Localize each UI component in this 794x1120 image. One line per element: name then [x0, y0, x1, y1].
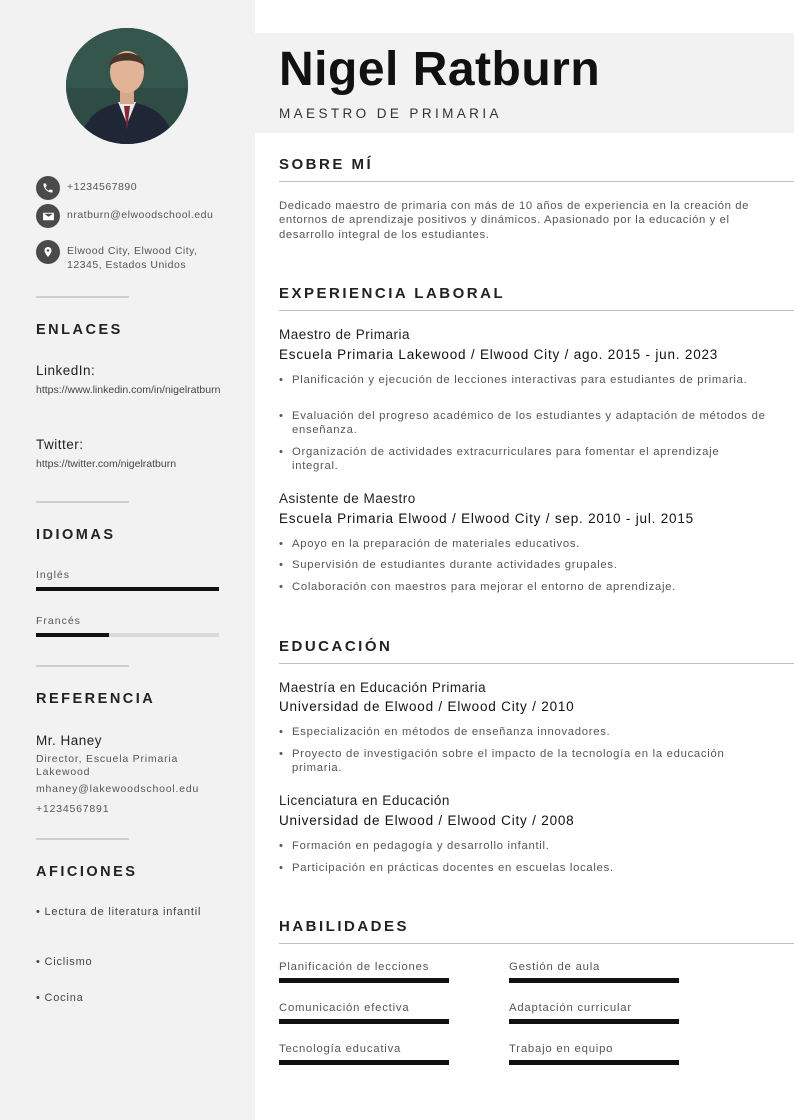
- language-level-fill: [36, 587, 219, 591]
- contact-address: [36, 240, 221, 272]
- skill-name: Planificación de lecciones: [279, 961, 430, 973]
- twitter-link[interactable]: https://twitter.com/nigelratburn: [36, 458, 177, 470]
- skill-level-bar: [509, 1060, 679, 1065]
- location-pin-icon: [36, 240, 60, 264]
- job-bullet: • Planificación y ejecución de lecciones interactivas para estudiantes de primaria.: [279, 373, 769, 387]
- divider: [36, 838, 129, 840]
- skill-level-bar: [279, 1019, 449, 1024]
- job-bullet: • Evaluación del progreso académico de los estudiantes y adaptación de métodos de enseñanza.: [279, 409, 769, 437]
- language-name: Inglés: [36, 569, 71, 581]
- profile-photo: [66, 28, 188, 144]
- hobby-item: • Ciclismo: [36, 956, 93, 968]
- linkedin-link[interactable]: https://www.linkedin.com/in/nigelratburn: [36, 384, 221, 396]
- contact-email: [36, 204, 221, 228]
- skill-level-bar: [509, 1019, 679, 1024]
- degree-title: Licenciatura en Educación: [279, 793, 450, 808]
- skill-name: Trabajo en equipo: [509, 1043, 614, 1055]
- reference-phone: +1234567891: [36, 803, 110, 815]
- address-text: Elwood City, Elwood City, 12345, Estados Unidos: [67, 245, 198, 271]
- phone-icon: [36, 176, 60, 200]
- languages-heading: IDIOMAS: [36, 527, 116, 543]
- links-heading: ENLACES: [36, 322, 123, 338]
- reference-name: Mr. Haney: [36, 733, 103, 748]
- reference-heading: REFERENCIA: [36, 691, 156, 707]
- degree-subtitle: Universidad de Elwood / Elwood City / 2008: [279, 813, 575, 828]
- language-level-fill: [36, 633, 109, 637]
- divider: [36, 296, 129, 298]
- degree-title: Maestría en Educación Primaria: [279, 680, 487, 695]
- job-bullet: • Apoyo en la preparación de materiales educativos.: [279, 537, 769, 551]
- section-rule: [279, 943, 794, 944]
- skill-name: Gestión de aula: [509, 961, 601, 973]
- job-bullet: • Organización de actividades extracurriculares para fomentar el aprendizaje integral.: [279, 445, 769, 473]
- skill-name: Comunicación efectiva: [279, 1002, 410, 1014]
- language-level-bar: [36, 633, 219, 637]
- about-text: Dedicado maestro de primaria con más de 10 años de experiencia en la creación de entornos de aprendizaje positivos y dinámicos. Apasionado por la educación y el desarrollo integral de los estudiantes.: [279, 200, 749, 241]
- degree-bullet: • Proyecto de investigación sobre el impacto de la tecnología en la educación primaria.: [279, 747, 769, 775]
- job-subtitle: Escuela Primaria Lakewood / Elwood City / ago. 2015 - jun. 2023: [279, 347, 719, 362]
- experience-heading: EXPERIENCIA LABORAL: [279, 285, 506, 302]
- job-title: Maestro de Primaria: [279, 327, 411, 342]
- degree-bullet: • Formación en pedagogía y desarrollo infantil.: [279, 839, 769, 853]
- reference-title: Director, Escuela Primaria Lakewood: [36, 753, 179, 778]
- skills-heading: HABILIDADES: [279, 918, 410, 935]
- language-level-bar: [36, 587, 219, 591]
- phone-text: +1234567890: [67, 181, 138, 193]
- degree-bullet: • Especialización en métodos de enseñanza innovadores.: [279, 725, 769, 739]
- section-rule: [279, 663, 794, 664]
- job-title: Asistente de Maestro: [279, 491, 416, 506]
- about-heading: SOBRE MÍ: [279, 156, 374, 173]
- section-rule: [279, 181, 794, 182]
- job-bullet: • Supervisión de estudiantes durante actividades grupales.: [279, 558, 769, 572]
- skill-level-bar: [279, 978, 449, 983]
- section-rule: [279, 310, 794, 311]
- education-heading: EDUCACIÓN: [279, 638, 393, 655]
- degree-subtitle: Universidad de Elwood / Elwood City / 2010: [279, 699, 575, 714]
- job-subtitle: Escuela Primaria Elwood / Elwood City / sep. 2010 - jul. 2015: [279, 511, 694, 526]
- divider: [36, 665, 129, 667]
- mail-icon: [36, 204, 60, 228]
- hobbies-heading: AFICIONES: [36, 864, 138, 880]
- skill-level-bar: [279, 1060, 449, 1065]
- degree-bullet: • Participación en prácticas docentes en escuelas locales.: [279, 861, 769, 875]
- sidebar: [0, 0, 255, 1120]
- job-bullet: • Colaboración con maestros para mejorar el entorno de aprendizaje.: [279, 580, 769, 594]
- divider: [36, 501, 129, 503]
- reference-email: mhaney@lakewoodschool.edu: [36, 783, 200, 795]
- skill-level-bar: [509, 978, 679, 983]
- person-name: Nigel Ratburn: [279, 43, 601, 96]
- email-text: nratburn@elwoodschool.edu: [67, 209, 214, 221]
- hobby-item: • Cocina: [36, 992, 84, 1004]
- person-role: MAESTRO DE PRIMARIA: [279, 106, 502, 121]
- contact-phone: [36, 176, 221, 200]
- language-name: Francés: [36, 615, 81, 627]
- skill-name: Adaptación curricular: [509, 1002, 632, 1014]
- skill-name: Tecnología educativa: [279, 1043, 402, 1055]
- hobby-item: • Lectura de literatura infantil: [36, 906, 202, 918]
- twitter-label: Twitter:: [36, 437, 84, 452]
- linkedin-label: LinkedIn:: [36, 363, 96, 378]
